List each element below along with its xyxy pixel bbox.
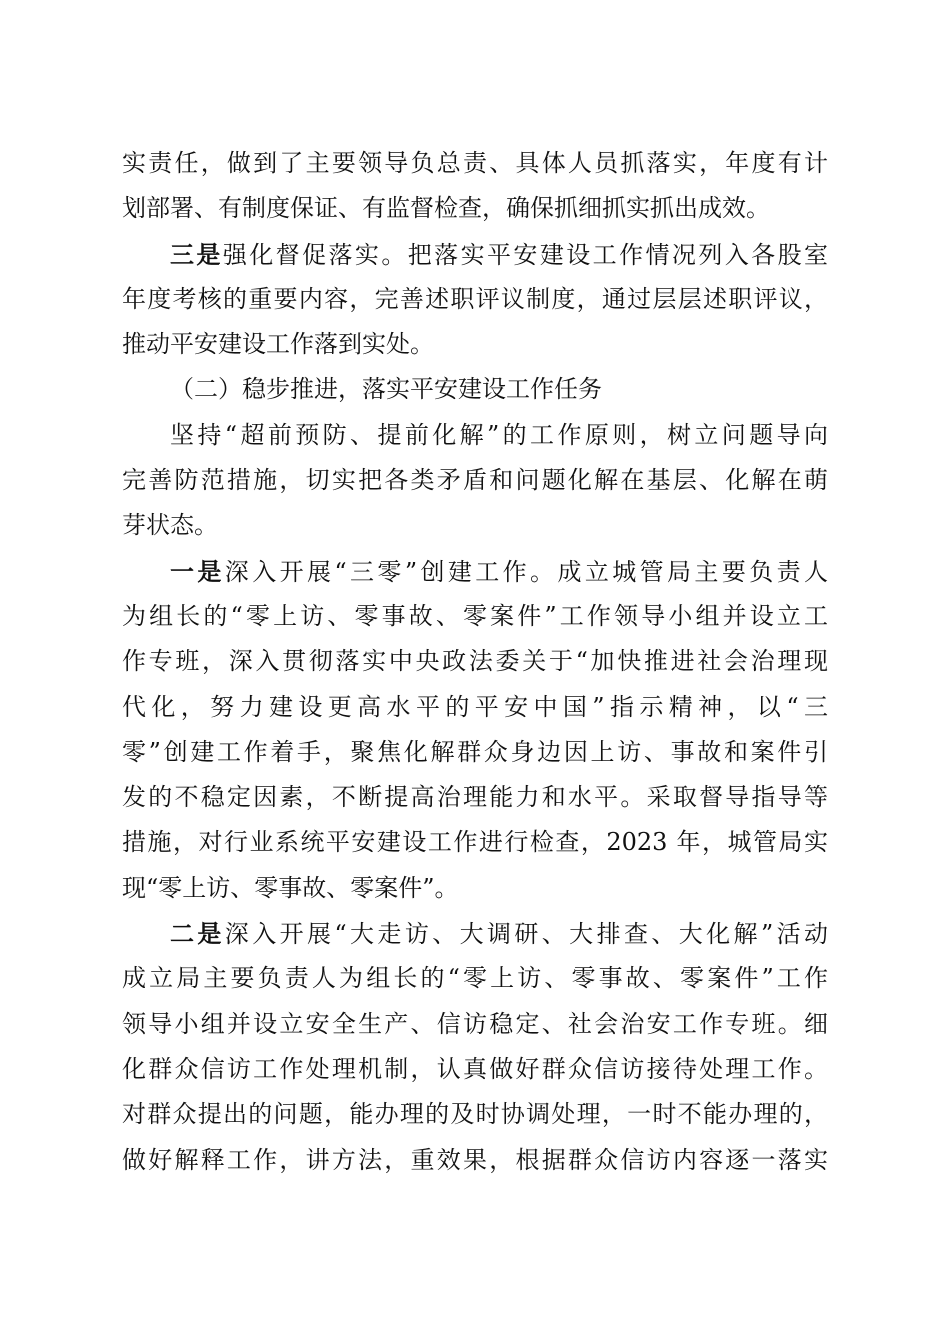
- text-line: 作专班，深入贯彻落实中央政法委关于“加快推进社会治理现: [122, 647, 828, 676]
- text-line: 实责任，做到了主要领导负总责、具体人员抓落实，年度有计: [122, 149, 828, 177]
- paragraph-lead: 一是: [170, 556, 225, 586]
- text-line: 强化督促落实。把落实平安建设工作情况列入各股室: [222, 240, 829, 269]
- text-line: 发的不稳定因素，不断提高治理能力和水平。采取督导指导等: [122, 783, 828, 812]
- text-line: 代化，努力建设更高水平的平安中国”指示精神，以“三: [122, 692, 828, 721]
- text-line: 为组长的“零上访、零事故、零案件”工作领导小组并设立工: [122, 601, 828, 630]
- text-line: 推动平安建设工作落到实处。: [122, 330, 434, 359]
- text-line: 对群众提出的问题，能办理的及时协调处理，一时不能办理的，: [122, 1100, 828, 1129]
- text-line: 零”创建工作着手，聚焦化解群众身边因上访、事故和案件引: [122, 737, 828, 766]
- text-line: 领导小组并设立安全生产、信访稳定、社会治安工作专班。细: [122, 1009, 828, 1038]
- paragraph-start-line: 坚持“超前预防、提前化解”的工作原则，树立问题导向: [170, 420, 828, 449]
- text-line: 成立局主要负责人为组长的“零上访、零事故、零案件”工作: [122, 964, 828, 993]
- text-line: 年度考核的重要内容，完善述职评议制度，通过层层述职评议，: [122, 284, 828, 313]
- paragraph-start-line: [122, 549, 828, 594]
- text-line: 措施，对行业系统平安建设工作进行检查，2023 年，城管局实: [122, 828, 828, 857]
- paragraph-lead: 二是: [170, 919, 225, 949]
- paragraph-start-line: [122, 911, 828, 956]
- text-line: 深入开展“大走访、大调研、大排查、大化解”活动: [224, 920, 828, 949]
- text-line: 芽状态。: [122, 511, 218, 540]
- document-body: [122, 141, 828, 1183]
- text-line: 划部署、有制度保证、有监督检查，确保抓细抓实抓出成效。: [122, 194, 770, 223]
- section-heading: （二）稳步推进，落实平安建设工作任务: [170, 375, 602, 404]
- text-line: 化群众信访工作处理机制，认真做好群众信访接待处理工作。: [122, 1054, 828, 1083]
- paragraph-start-line: [122, 232, 828, 277]
- text-line: 做好解释工作，讲方法，重效果，根据群众信访内容逐一落实: [122, 1145, 828, 1174]
- text-line: 深入开展“三零”创建工作。成立城管局主要负责人: [224, 557, 828, 586]
- paragraph-lead: 三是: [170, 239, 223, 269]
- text-line: 完善防范措施，切实把各类矛盾和问题化解在基层、化解在萌: [122, 466, 828, 495]
- text-line: 现“零上访、零事故、零案件”。: [122, 873, 459, 902]
